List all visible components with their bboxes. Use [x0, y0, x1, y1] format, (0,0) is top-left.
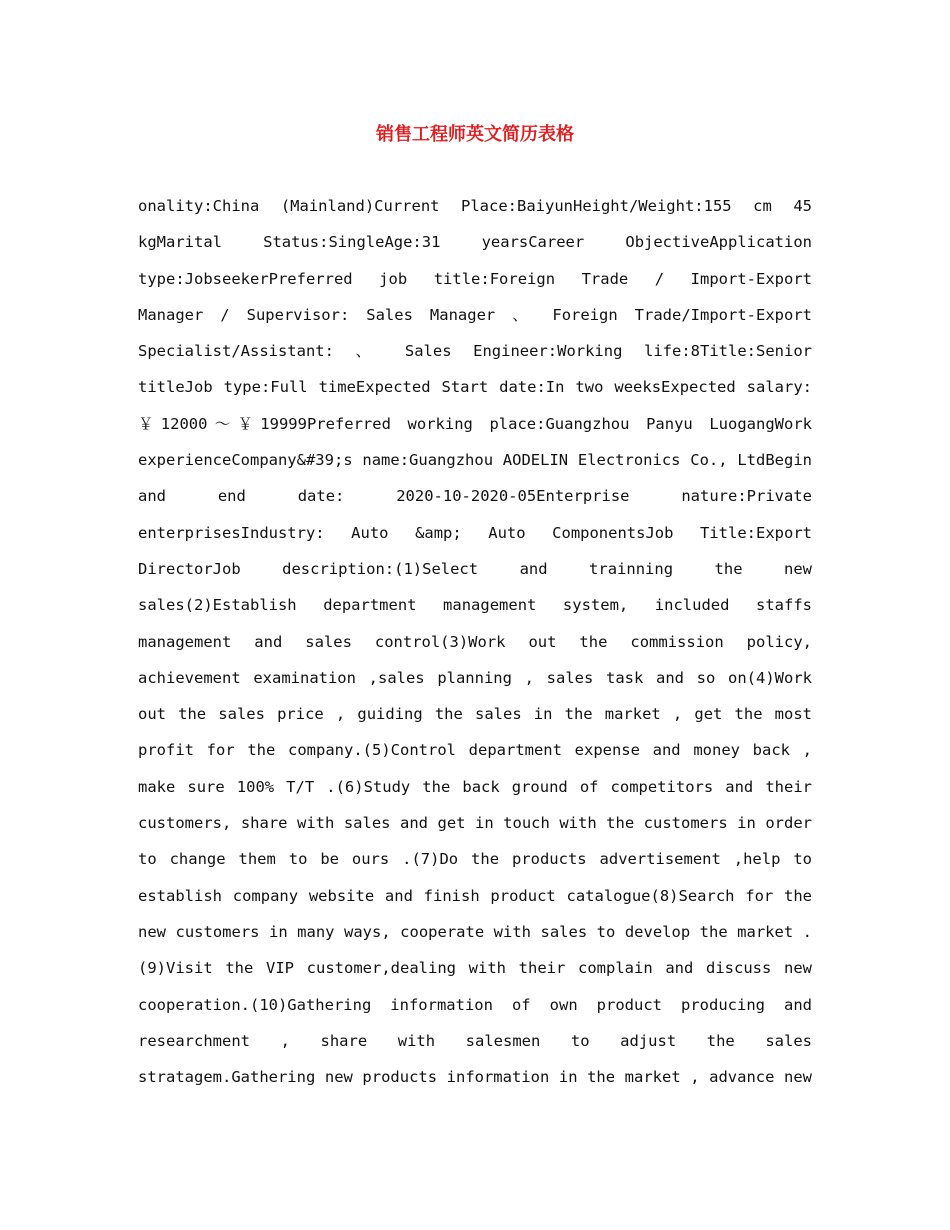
- resume-body-text: [138, 191, 812, 1098]
- text-line: experienceCompany&#39;s name:Guangzhou AODELIN Electronics Co., LtdBegin: [138, 451, 812, 470]
- text-line: ￥12000～￥19999Preferred working place:Guangzhou Panyu LuogangWork: [138, 414, 812, 433]
- text-line: new customers in many ways, cooperate with sales to develop the market .: [138, 922, 812, 941]
- text-line: establish company website and finish product catalogue(8)Search for the: [138, 886, 812, 905]
- text-line: profit for the company.(5)Control department expense and money back ,: [138, 741, 812, 760]
- text-line: cooperation.(10)Gathering information of own product producing and: [138, 995, 812, 1014]
- text-line: type:JobseekerPreferred job title:Foreign Trade / Import-Export: [138, 269, 812, 288]
- text-line: make sure 100% T/T .(6)Study the back ground of competitors and their: [138, 777, 812, 796]
- text-line: out the sales price , guiding the sales in the market , get the most: [138, 705, 812, 724]
- text-line: kgMarital Status:SingleAge:31 yearsCareer ObjectiveApplication: [138, 233, 812, 252]
- text-line: Specialist/Assistant: 、 Sales Engineer:Working life:8Title:Senior: [138, 342, 812, 361]
- text-line: sales(2)Establish department management system, included staffs: [138, 596, 812, 615]
- text-line: researchment , share with salesmen to adjust the sales: [138, 1031, 812, 1050]
- text-line: enterprisesIndustry: Auto &amp; Auto ComponentsJob Title:Export: [138, 523, 812, 542]
- text-line: to change them to be ours .(7)Do the products advertisement ,help to: [138, 850, 812, 869]
- text-line: management and sales control(3)Work out the commission policy,: [138, 632, 812, 651]
- text-line: stratagem.Gathering new products information in the market , advance new: [138, 1068, 812, 1087]
- text-line: DirectorJob description:(1)Select and trainning the new: [138, 559, 812, 578]
- text-line: achievement examination ,sales planning , sales task and so on(4)Work: [138, 668, 812, 687]
- text-line: Manager / Supervisor: Sales Manager 、 Foreign Trade/Import-Export: [138, 305, 812, 324]
- text-line: (9)Visit the VIP customer,dealing with their complain and discuss new: [138, 959, 812, 978]
- text-line: onality:China (Mainland)Current Place:BaiyunHeight/Weight:155 cm 45: [138, 197, 812, 215]
- text-line: and end date: 2020-10-2020-05Enterprise nature:Private: [138, 487, 812, 506]
- text-line: titleJob type:Full timeExpected Start date:In two weeksExpected salary:: [138, 378, 812, 397]
- document-title: 销售工程师英文简历表格: [376, 124, 574, 145]
- text-line: customers, share with sales and get in touch with the customers in order: [138, 814, 812, 833]
